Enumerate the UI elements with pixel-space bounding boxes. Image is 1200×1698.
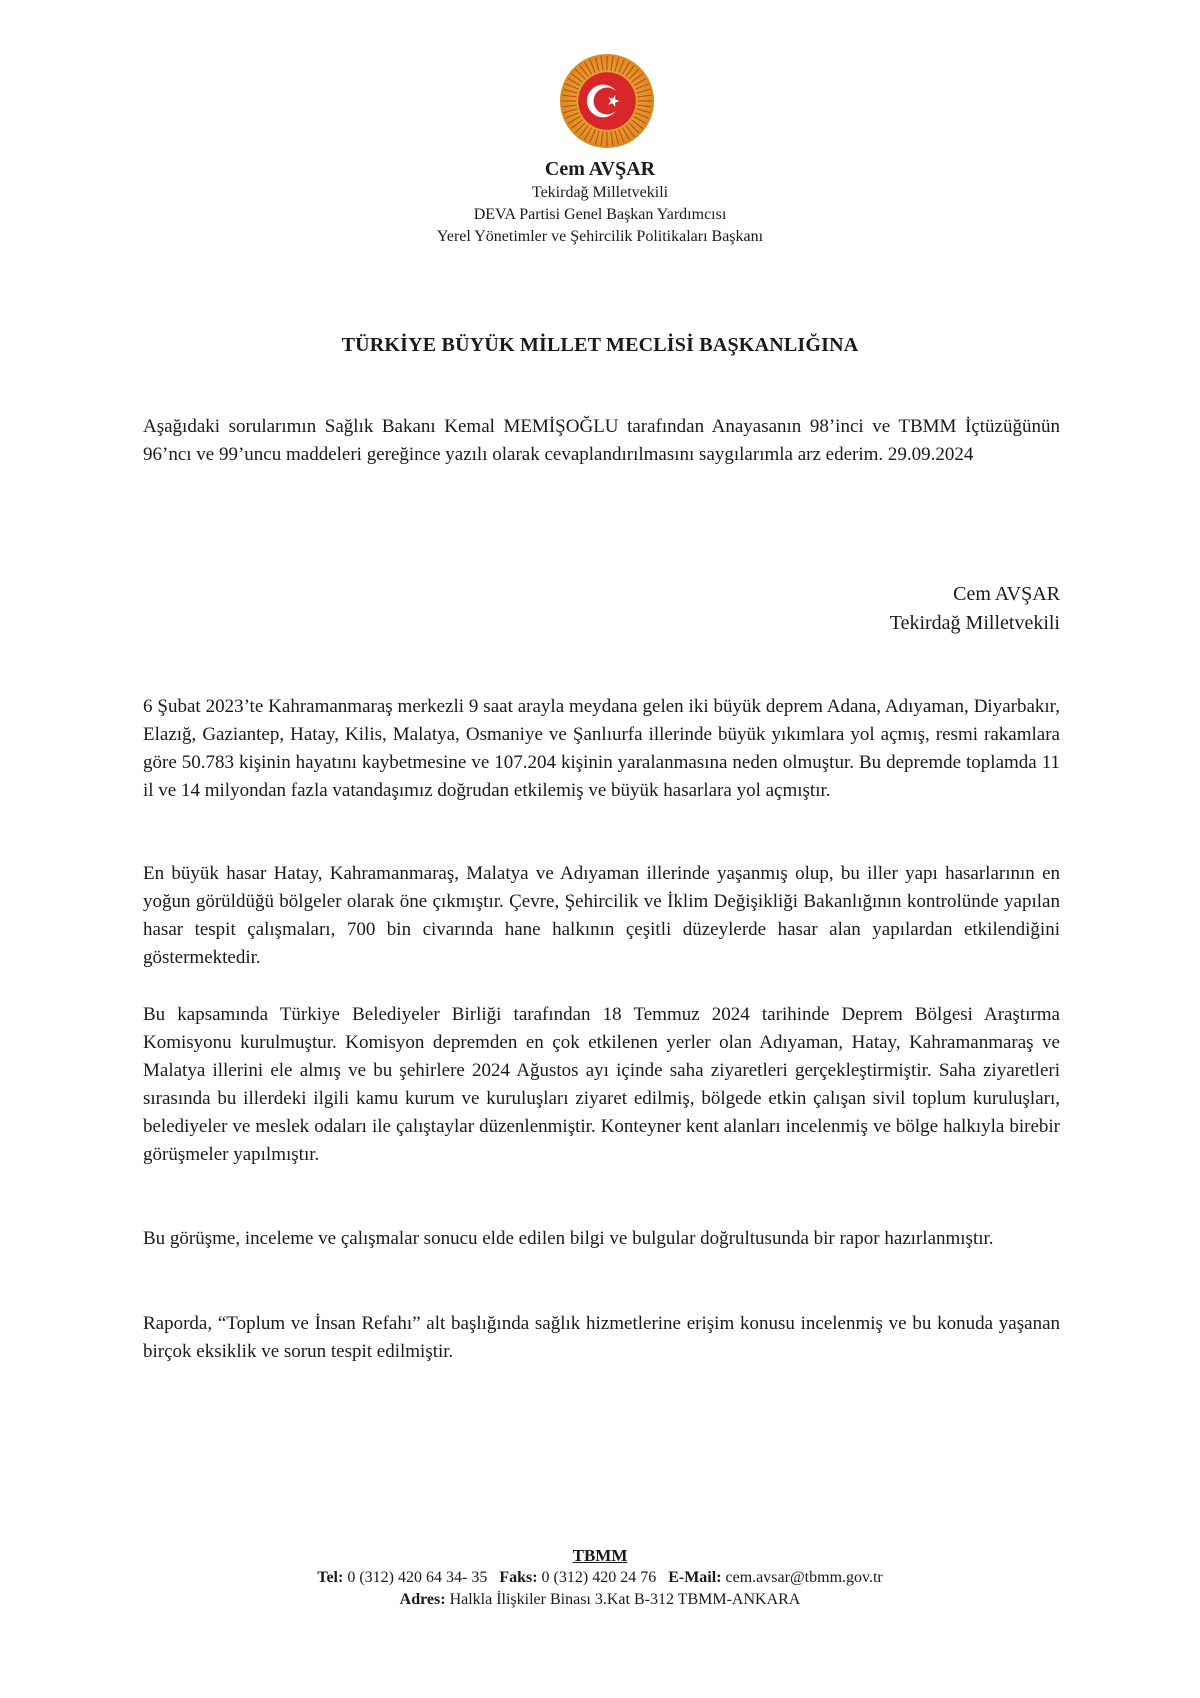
sender-name: Cem AVŞAR — [544, 158, 656, 180]
body-paragraph: En büyük hasar Hatay, Kahramanmaraş, Malatya ve Adıyaman illerinde yaşanmış olup, bu iller yapı hasarlarının en yoğun görüldüğü bölgeler olarak öne çıkmıştır. Çevre, Şehircilik ve İklim Değişikliği Bakanlığının kontrolünde yapılan hasar tespit çalışmaları, 700 bin civarında hane halkının çeşitli düzeylerde hasar alan yapılardan etkilendiğini göstermektedir. — [143, 863, 1060, 968]
signature-title: Tekirdağ Milletvekili — [889, 612, 1060, 634]
address-label: Adres: — [399, 1591, 446, 1608]
body-paragraph: Bu görüşme, inceleme ve çalışmalar sonucu elde edilen bilgi ve bulgular doğrultusunda bir rapor hazırlanmıştır. — [143, 1228, 994, 1249]
tbmm-emblem-icon — [559, 53, 655, 149]
signature-block — [890, 580, 1060, 638]
tel-label: Tel: — [317, 1569, 344, 1586]
body-paragraph: Bu kapsamında Türkiye Belediyeler Birliği tarafından 18 Temmuz 2024 tarihinde Deprem Bölgesi Araştırma Komisyonu kurulmuştur. Komisyon depremden en çok etkilenen yerler olan Adıyaman, Hatay, Kahramanmaraş ve Malatya illerini ele almış ve bu şehirlere 2024 Ağustos ayı içinde saha ziyaretleri gerçekleştirmiştir. Saha ziyaretleri sırasında bu illerdeki ilgili kamu kurum ve kuruluşları ziyaret edilmiş, bölgede etkin çalışan sivil toplum kuruluşları, belediyeler ve meslek odaları ile çalıştaylar düzenlenmiştir. Konteyner kent alanları incelenmiş ve bölge halkıyla birebir görüşmeler yapılmıştır. — [143, 1004, 1060, 1165]
fax-label: Faks: — [499, 1569, 538, 1586]
body-paragraph: Raporda, “Toplum ve İnsan Refahı” alt başlığında sağlık hizmetlerine erişim konusu incelenmiş ve bu konuda yaşanan birçok eksiklik ve sorun tespit edilmiştir. — [143, 1313, 1060, 1362]
footer-address-line — [0, 1589, 1200, 1611]
tel-value: 0 (312) 420 64 34- 35 — [347, 1569, 488, 1586]
email-value: cem.avsar@tbmm.gov.tr — [725, 1569, 883, 1586]
contact-footer — [0, 1545, 1200, 1611]
signature-name: Cem AVŞAR — [953, 583, 1060, 605]
sender-party-role: DEVA Partisi Genel Başkan Yardımcısı — [473, 206, 727, 223]
addressee-heading: TÜRKİYE BÜYÜK MİLLET MECLİSİ BAŞKANLIĞINA — [341, 334, 859, 356]
footer-org: TBMM — [572, 1546, 628, 1565]
address-value: Halkla İlişkiler Binası 3.Kat B-312 TBMM-ANKARA — [449, 1591, 801, 1608]
sender-block — [0, 156, 1200, 248]
intro-paragraph: Aşağıdaki sorularımın Sağlık Bakanı Kemal MEMİŞOĞLU tarafından Anayasanın 98’inci ve TBMM İçtüzüğünün 96’ncı ve 99’uncu maddeleri gereğince yazılı olarak cevaplandırılmasını saygılarımla arz ederim. 29.09.2024 — [143, 416, 1060, 465]
sender-policy-role: Yerel Yönetimler ve Şehircilik Politikaları Başkanı — [436, 228, 764, 245]
sender-title: Tekirdağ Milletvekili — [531, 184, 669, 201]
fax-value: 0 (312) 420 24 76 — [541, 1569, 657, 1586]
email-label: E-Mail: — [668, 1569, 722, 1586]
body-paragraph: 6 Şubat 2023’te Kahramanmaraş merkezli 9 saat arayla meydana gelen iki büyük deprem Adana, Adıyaman, Diyarbakır, Elazığ, Gaziantep, Hatay, Kilis, Malatya, Osmaniye ve Şanlıurfa illerinde büyük yıkımlara yol açmış, resmi rakamlara göre 50.783 kişinin hayatını kaybetmesine ve 107.204 kişinin yaralanmasına neden olmuştur. Bu depremde toplamda 11 il ve 14 milyondan fazla vatandaşımız doğrudan etkilemiş ve büyük hasarlara yol açmıştır. — [143, 696, 1060, 801]
footer-contact-line — [0, 1567, 1200, 1589]
